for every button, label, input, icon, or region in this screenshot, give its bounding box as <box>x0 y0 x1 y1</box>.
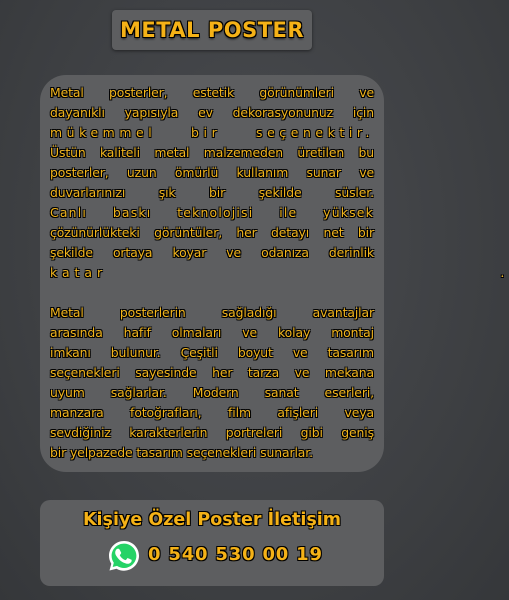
phone-number[interactable]: 0 540 530 00 19 <box>148 544 323 565</box>
description-panel <box>40 75 509 472</box>
paragraph-line: manzara fotoğrafları, film afişleri veya <box>50 405 374 420</box>
paragraph-line: imkanı bulunur. Çeşitli boyut ve tasarım <box>50 345 374 360</box>
contact-panel <box>40 500 384 586</box>
paragraph-line: mükemmel bir seçenektir. <box>50 125 374 140</box>
page-title: METAL POSTER <box>119 18 305 42</box>
paragraph-line: Metal posterler, estetik görünümleri ve <box>50 85 374 100</box>
paragraph-line: Üstün kaliteli metal malzemeden üretilen bu <box>50 145 374 160</box>
paragraph-line: uyum sağlarlar. Modern sanat eserleri, <box>50 385 374 400</box>
paragraph-line: seçenekleri sayesinde her tarza ve mekana <box>50 365 374 380</box>
paragraph-line: bir yelpazede tasarım seçenekleri sunarlar. <box>50 445 313 460</box>
paragraph-line: duvarlarınızı şık bir şekilde süsler. <box>50 185 374 200</box>
paragraph-line: çözünürlükteki görüntüler, her detayı net bir <box>50 225 374 240</box>
paragraph-line: şekilde ortaya koyar ve odanıza derinlik <box>50 245 374 260</box>
title-badge <box>112 10 312 50</box>
contact-title: Kişiye Özel Poster İletişim <box>83 510 341 530</box>
description-paragraph-1 <box>50 83 509 283</box>
description-paragraph-2 <box>50 303 374 463</box>
paragraph-line: dayanıklı yapısıyla ev dekorasyonunuz için <box>50 105 374 120</box>
paragraph-line: arasında hafif olmaları ve kolay montaj <box>50 325 374 340</box>
paragraph-line: katar . <box>50 265 509 280</box>
whatsapp-icon[interactable] <box>106 538 142 574</box>
paragraph-line: posterler, uzun ömürlü kullanım sunar ve <box>50 165 374 180</box>
paragraph-line: Metal posterlerin sağladığı avantajlar <box>50 305 374 320</box>
paragraph-line: Canlı baskı teknolojisi ile yüksek <box>50 205 374 220</box>
paragraph-line: sevdiğiniz karakterlerin portreleri gibi geniş <box>50 425 374 440</box>
